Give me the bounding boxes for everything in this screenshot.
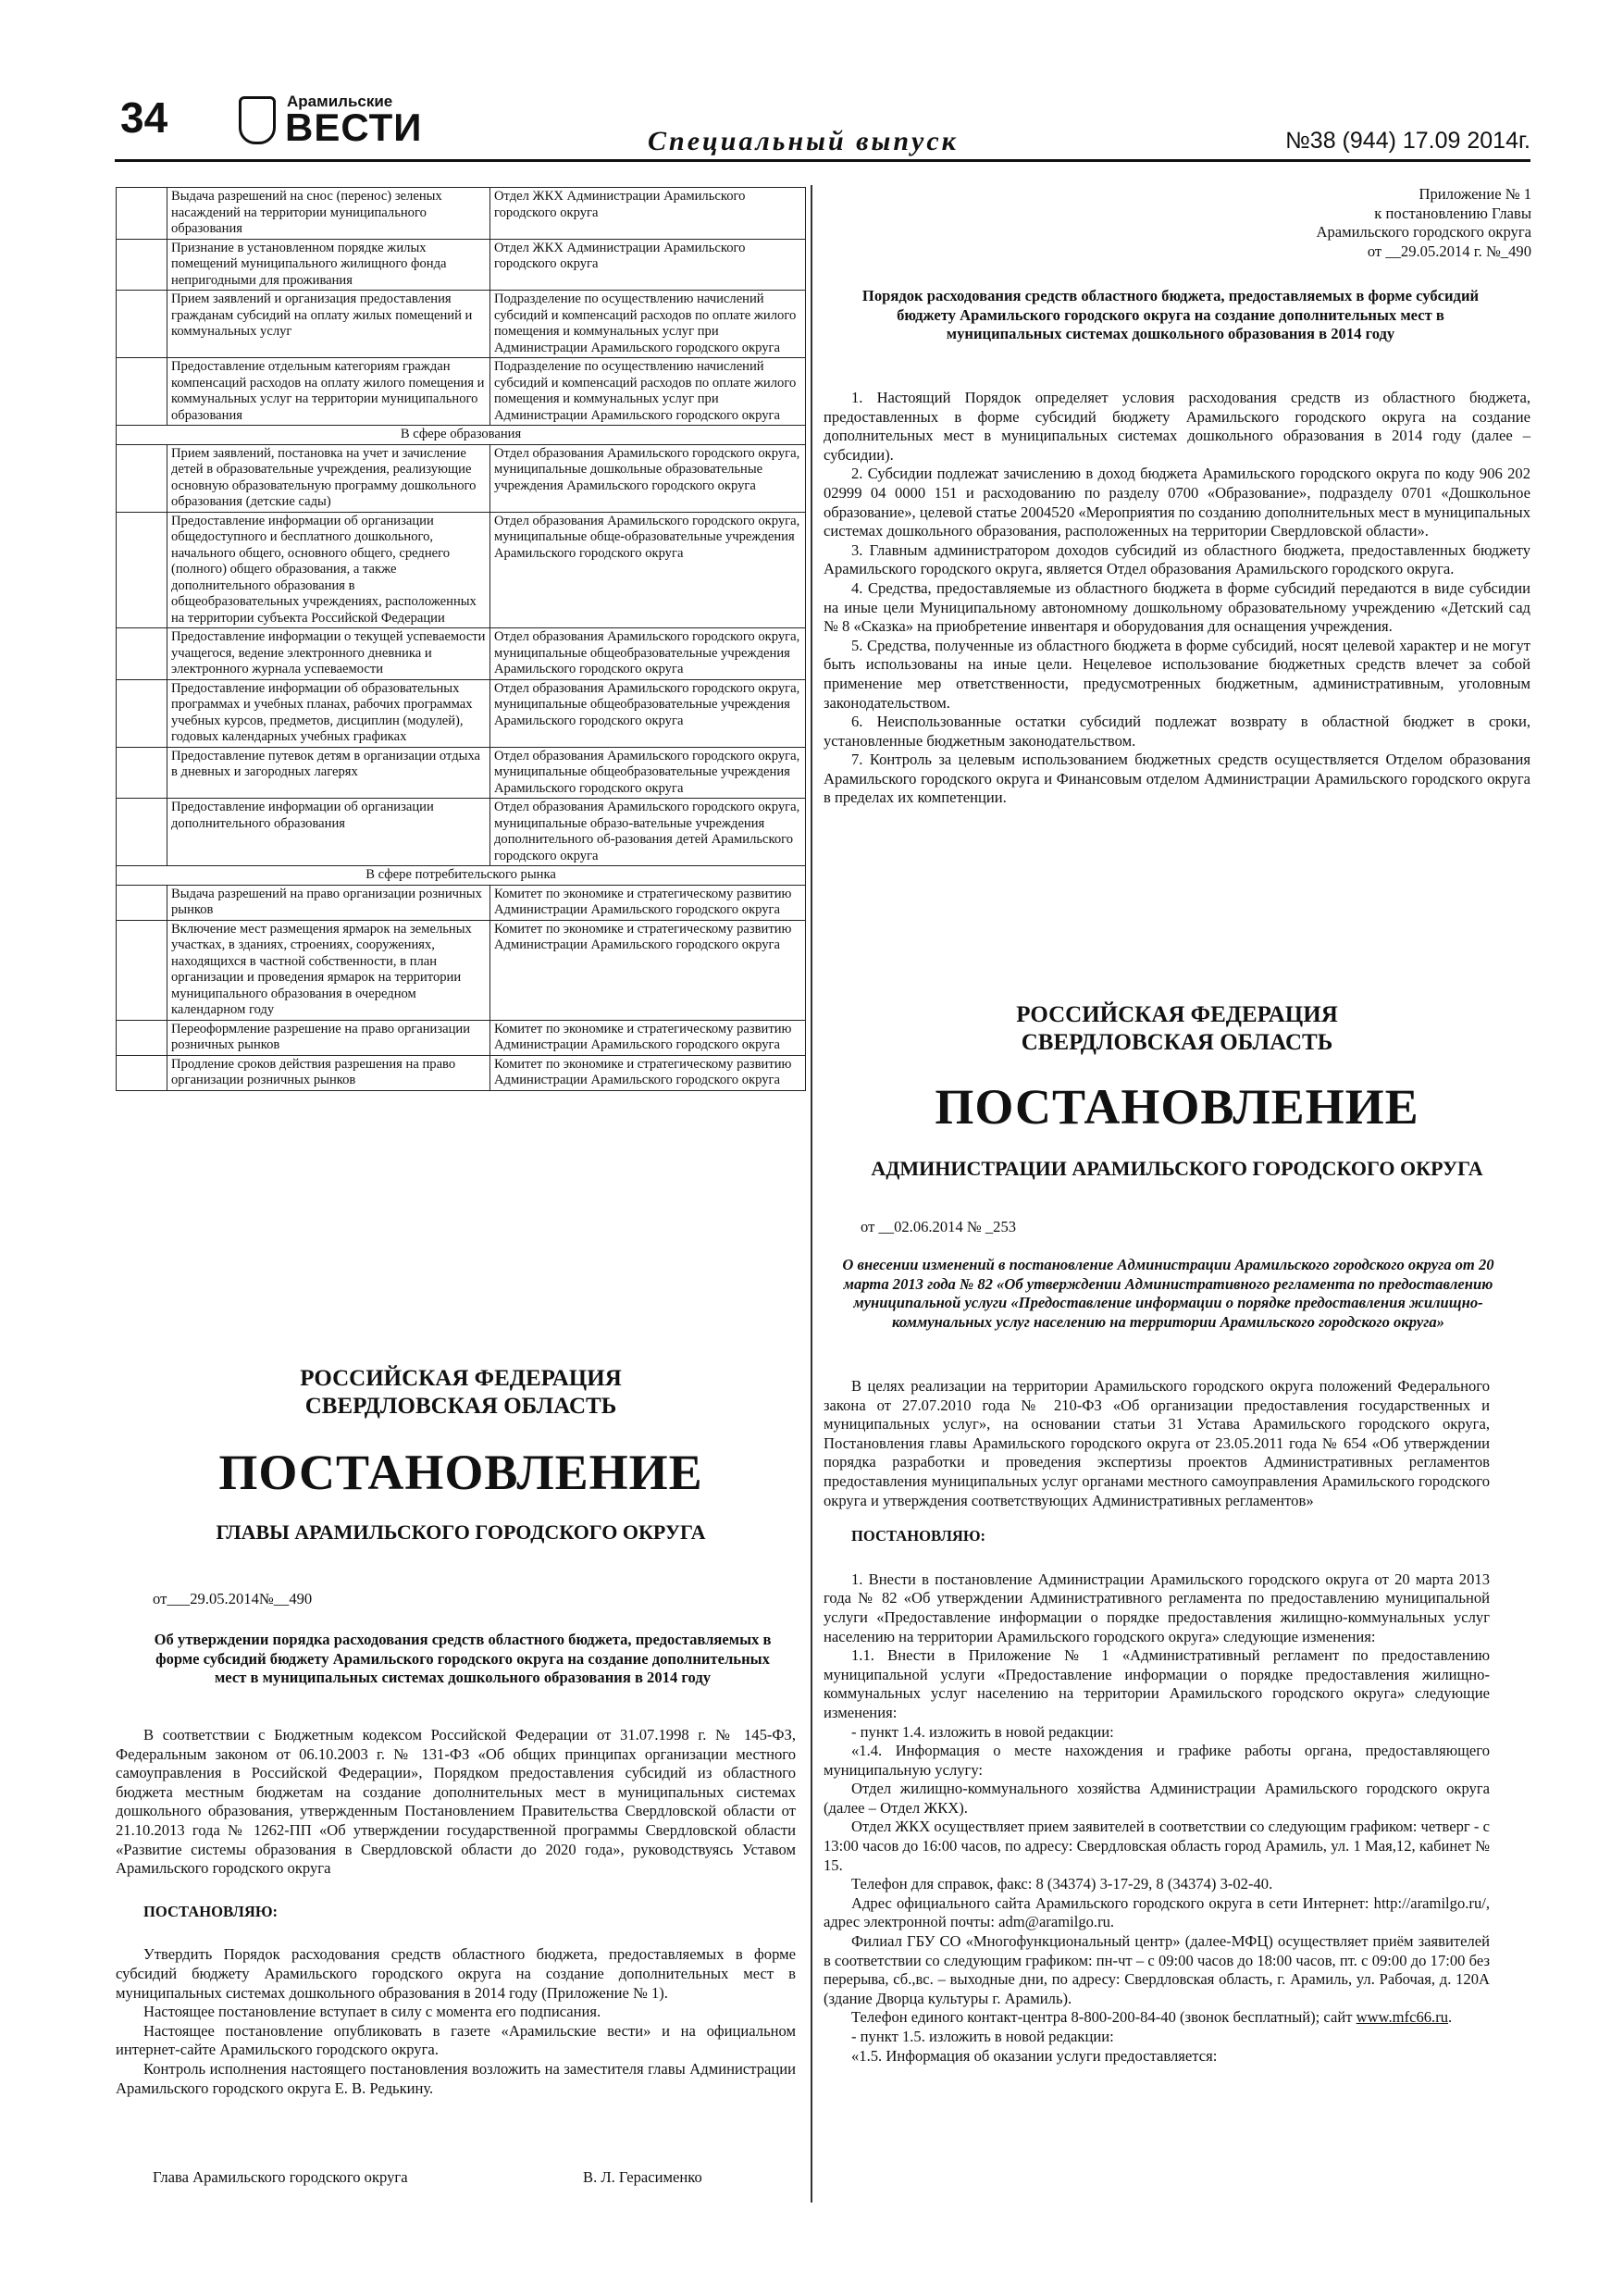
table-row [117,1055,806,1090]
table-number-cell [117,747,167,799]
p10-end: . [1448,2008,1453,2027]
left-doc-sign-name: В. Л. Герасименко [583,2168,702,2186]
mfc-link[interactable]: www.mfc66.ru [1356,2008,1449,2027]
right-doc-p10 [824,2008,1490,2028]
table-org-cell: Отдел ЖКХ Администрации Арамильского городского округа [490,188,806,240]
table-service-cell: Предоставление отдельным категориям граждан компенсаций расходов на оплату жилого помещения и коммунальных услуг на территории муниципального образования [167,358,490,426]
table-row [117,188,806,240]
table-org-cell: Отдел образования Арамильского городского округа, муниципальные дошкольные образовательные учреждения Арамильского городского округа [490,444,806,512]
left-doc-title: Об утверждении порядка расходования средств областного бюджета, предоставляемых в форме субсидий бюджету Арамильского городского округа на создание дополнительных мест в муниципальных системах дошкольного образования в 2014 году [154,1631,772,1687]
left-doc-region: СВЕРДЛОВСКАЯ ОБЛАСТЬ [304,1394,617,1419]
logo-main-text: ВЕСТИ [285,105,423,149]
table-service-cell: Предоставление информации об образовательных программах и учебных планах, рабочих программах учебных курсов, предметов, дисциплин (модулей), годовых календарных учебных графиках [167,679,490,747]
order-p7: 7. Контроль за целевым использованием бюджетных средств осуществляется Отделом образования Арамильского городского округа и Финансовым отделом Администрации Арамильского городского округа в пределах их компетенции. [824,751,1530,807]
table-service-cell: Продление сроков действия разрешения на право организации розничных рынков [167,1055,490,1090]
right-doc-p2: 1.1. Внести в Приложение № 1 «Административный регламент по предоставлению муниципальной услуги «Предоставление информации о порядке предоставления жилищно-коммунальных услуг населению на территории Арамильского городского округа» следующие изменения: [824,1646,1490,1721]
right-doc-post-title: ПОСТАНОВЛЕНИЕ [935,1079,1419,1135]
order-body [824,389,1530,808]
table-number-cell [117,188,167,240]
table-number-cell [117,358,167,426]
table-section-row [117,426,806,445]
newspaper-logo [239,93,423,149]
right-doc-heading [824,1001,1530,1057]
annex-line: Арамильского городского округа [1316,223,1531,242]
right-doc-p12: «1.5. Информация об оказании услуги предоставляется: [851,2046,1218,2065]
left-doc-subtitle: ГЛАВЫ АРАМИЛЬСКОГО ГОРОДСКОГО ОКРУГА [216,1520,706,1544]
table-org-cell: Комитет по экономике и стратегическому развитию Администрации Арамильского городского округа [490,920,806,1020]
crest-icon [239,96,276,144]
table-row [117,444,806,512]
table-row [117,358,806,426]
table-number-cell [117,885,167,920]
table-org-cell: Комитет по экономике и стратегическому развитию Администрации Арамильского городского округа [490,885,806,920]
table-service-cell: Признание в установленном порядке жилых помещений муниципального жилищного фонда непригодными для проживания [167,239,490,291]
table-row [117,679,806,747]
table-service-cell: Предоставление информации об организации общедоступного и бесплатного дошкольного, начального общего, основного общего, среднего (полного) общего образования, а также дополнительного образования в общеобразовательных учреждениях, расположенных на территории субъекта Российской Федерации [167,512,490,628]
right-doc-region: СВЕРДЛОВСКАЯ ОБЛАСТЬ [1021,1030,1333,1055]
header-divider [115,159,1530,162]
right-doc-p9: Филиал ГБУ СО «Многофункциональный центр» (далее-МФЦ) осуществляет приём заявителей в соответствии со следующим графиком: пн-чт – с 09:00 часов до 18:00 часов, пт. с 09:00 до 17:00 без перерыва, сб.,вс. – выходные дни, по адресу: Свердловская область, г. Арамиль, ул. Рабочая, д. 120А (здание Дворца культуры г. Арамиль). [824,1932,1490,2007]
table-service-cell: Переоформление разрешение на право организации розничных рынков [167,1020,490,1055]
table-service-cell: Выдача разрешений на снос (перенос) зеленых насаждений на территории муниципального образования [167,188,490,240]
right-doc-p4: «1.4. Информация о месте нахождения и графике работы органа, предоставляющего муниципальную услугу: [824,1742,1490,1779]
table-row [117,1020,806,1055]
right-doc-intro: В целях реализации на территории Арамильского городского округа положений Федерального закона от 27.07.2010 года № 210-ФЗ «Об организации предоставления государственных и муниципальных услуг», на основании статьи 31 Устава Арамильского городского округа, Постановления главы Арамильского городского округа от 23.05.2011 года № 654 «Об утверждении порядка разработки и проведения экспертизы проектов Административных регламентов предоставления муниципальных услуг органами местного самоуправления Арамильского городского округа и утверждения соответствующих Административных регламентов» [824,1377,1490,1509]
table-org-cell: Отдел образования Арамильского городского округа, муниципальные образо-вательные учреждения дополнительного об-разования детей Арамильского городского округа [490,799,806,866]
table-service-cell: Предоставление путевок детям в организации отдыха в дневных и загородных лагерях [167,747,490,799]
annex-line: от __29.05.2014 г. №_490 [1367,242,1531,260]
table-org-cell: Отдел ЖКХ Администрации Арамильского городского округа [490,239,806,291]
table-section-label: В сфере потребительского рынка [117,866,806,886]
order-p1: 1. Настоящий Порядок определяет условия расходования средств из областного бюджета, предоставленных в форме субсидий бюджету Арамильского городского округа на создание дополнительных мест в муниципальных системах дошкольного образования в 2014 году (далее – субсидии). [824,389,1530,464]
page-number: 34 [120,93,168,142]
table-service-cell: Прием заявлений, постановка на учет и зачисление детей в образовательные учреждения, реализующие основную образовательную программу дошкольного образования (детские сады) [167,444,490,512]
left-doc-p4: Контроль исполнения настоящего постановления возложить на заместителя главы Администрации Арамильского городского округа Е. В. Редькину. [116,2059,796,2097]
table-service-cell: Прием заявлений и организация предоставления гражданам субсидий на оплату жилых помещений и коммунальных услуг [167,291,490,358]
table-org-cell: Отдел образования Арамильского городского округа, муниципальные общеобразовательные учреждения Арамильского городского округа [490,747,806,799]
left-doc-date: от___29.05.2014№__490 [153,1590,313,1607]
annex-block [1110,185,1531,261]
p10-text: Телефон единого контакт-центра 8-800-200-84-40 (звонок бесплатный); сайт [851,2008,1357,2027]
left-doc-p3: Настоящее постановление опубликовать в газете «Арамильские вести» и на официальном интернет-сайте Арамильского городского округа. [116,2021,796,2059]
logo-top-text: Арамильские [287,93,393,110]
table-number-cell [117,291,167,358]
left-doc-rf: РОССИЙСКАЯ ФЕДЕРАЦИЯ [300,1366,622,1391]
right-doc-p8: Адрес официального сайта Арамильского городского округа в сети Интернет: http://aramilgo.ru/, адрес электронной почты: adm@aramilgo.ru. [824,1893,1490,1931]
table-row [117,239,806,291]
order-p4: 4. Средства, предоставляемые из областного бюджета в форме субсидий передаются в виде субсидии на иные цели Муниципальному автономному дошкольному образовательному учреждению «Детский сад № 8 «Сказка» на приобретение инвентаря и оборудования для оснащения учреждения. [824,578,1530,636]
issue-number: №38 (944) 17.09 2014г. [1284,128,1530,154]
table-service-cell: Предоставление информации о текущей успеваемости учащегося, ведение электронного дневника и электронного журнала успеваемости [167,628,490,680]
right-doc-date: от __02.06.2014 № _253 [861,1218,1017,1235]
table-service-cell: Выдача разрешений на право организации розничных рынков [167,885,490,920]
table-service-cell: Включение мест размещения ярмарок на земельных участках, в зданиях, строениях, сооружениях, находящихся в частной собственности, в план организации и проведения ярмарок на территории муниципального образования в очередном календарном году [167,920,490,1020]
right-doc-subtitle: АДМИНИСТРАЦИИ АРАМИЛЬСКОГО ГОРОДСКОГО ОКРУГА [871,1157,1483,1180]
left-doc-post-title: ПОСТАНОВЛЕНИЕ [218,1445,703,1500]
table-row [117,291,806,358]
left-doc-resolve: ПОСТАНОВЛЯЮ: [143,1902,279,1920]
table-row [117,628,806,680]
table-service-cell: Предоставление информации об организации дополнительного образования [167,799,490,866]
order-title: Порядок расходования средств областного бюджета, предоставляемых в форме субсидий бюджету Арамильского городского округа на создание дополнительных мест в муниципальных системах дошкольного образования в 2014 году [861,287,1480,343]
left-doc-body [116,1726,796,2098]
table-number-cell [117,1055,167,1090]
right-doc-p5: Отдел жилищно-коммунального хозяйства Администрации Арамильского городского округа (далее – Отдел ЖКХ). [824,1780,1490,1817]
right-doc-resolve: ПОСТАНОВЛЯЮ: [851,1527,986,1545]
table-number-cell [117,239,167,291]
right-doc-rf: РОССИЙСКАЯ ФЕДЕРАЦИЯ [1016,1002,1338,1027]
table-section-row [117,866,806,886]
table-org-cell: Отдел образования Арамильского городского округа, муниципальные обще-образовательные учреждения Арамильского городского округа [490,512,806,628]
left-doc-p2: Настоящее постановление вступает в силу с момента его подписания. [143,2003,601,2021]
column-divider [811,185,812,2203]
services-table [116,187,806,1091]
table-org-cell: Комитет по экономике и стратегическому развитию Администрации Арамильского городского округа [490,1020,806,1055]
left-doc-sign-post: Глава Арамильского городского округа [153,2168,408,2186]
right-doc-p6: Отдел ЖКХ осуществляет прием заявителей в соответствии со следующим графиком: четверг - с 13:00 часов до 16:00 часов, по адресу: Свердловская область город Арамиль, ул. 1 Мая,12, кабинет № 15. [824,1818,1490,1874]
table-org-cell: Отдел образования Арамильского городского округа, муниципальные общеобразовательные учреждения Арамильского городского округа [490,628,806,680]
order-p3: 3. Главным администратором доходов субсидий из областного бюджета, предоставленных бюджету Арамильского городского округа, является Отдел образования Арамильского городского округа. [824,540,1530,578]
table-org-cell: Комитет по экономике и стратегическому развитию Администрации Арамильского городского округа [490,1055,806,1090]
table-number-cell [117,679,167,747]
table-number-cell [117,799,167,866]
table-row [117,885,806,920]
order-p5: 5. Средства, полученные из областного бюджета в форме субсидий, носят целевой характер и не могут быть использованы на иные цели. Нецелевое использование бюджетных средств влечет за собой применение мер ответственности, предусмотренных бюджетным, административным, уголовным законодательством. [824,636,1530,712]
table-row [117,747,806,799]
table-number-cell [117,512,167,628]
table-number-cell [117,920,167,1020]
right-doc-body [824,1377,1490,2066]
right-doc-p7: Телефон для справок, факс: 8 (34374) 3-17-29, 8 (34374) 3-02-40. [851,1875,1273,1893]
table-row [117,799,806,866]
table-org-cell: Подразделение по осуществлению начислений субсидий и компенсаций расходов по оплате жилого помещения и коммунальных услуг при Администрации Арамильского городского округа [490,358,806,426]
table-row [117,512,806,628]
table-row [117,920,806,1020]
left-doc-heading [116,1365,806,1421]
table-number-cell [117,628,167,680]
order-p2: 2. Субсидии подлежат зачислению в доход бюджета Арамильского городского округа по коду 906 202 02999 04 0000 151 и расходованию по разделу 0700 «Образование», подразделу 0701 «Дошкольное образование», целевой статье 2004520 «Мероприятия по созданию дополнительных мест в муниципальных системах дошкольного образования, расположенных на территории Свердловской области». [824,465,1530,540]
annex-line: Приложение № 1 [1419,185,1531,203]
order-p6: 6. Неиспользованные остатки субсидий подлежат возврату в областной бюджет в сроки, установленные бюджетным законодательством. [824,713,1530,750]
right-doc-p1: 1. Внести в постановление Администрации Арамильского городского округа от 20 марта 2013 года № 82 «Об утверждении Административного регламента по предоставлению муниципальной услуги «Предоставление информации о порядке предоставления жилищно-коммунальных услуг населению на территории Арамильского городского округа» следующие изменения: [824,1570,1490,1645]
left-doc-p1: Утвердить Порядок расходования средств областного бюджета, предоставляемых в форме субсидий бюджету Арамильского городского округа на создание дополнительных мест в муниципальных системах дошкольного образования в 2014 году (Приложение № 1). [116,1945,796,2002]
table-org-cell: Отдел образования Арамильского городского округа, муниципальные общеобразовательные учреждения Арамильского городского округа [490,679,806,747]
table-org-cell: Подразделение по осуществлению начислений субсидий и компенсаций расходов по оплате жилого помещения и коммунальных услуг при Администрации Арамильского городского округа [490,291,806,358]
right-doc-title: О внесении изменений в постановление Администрации Арамильского городского округа от 20 марта 2013 года № 82 «Об утверждении Административного регламента по предоставлению муниципальной услуги «Предоставление информации о порядке предоставления жилищно-коммунальных услуг населению на территории Арамильского городского округа» [842,1256,1494,1331]
table-section-label: В сфере образования [117,426,806,445]
right-doc-p3: - пункт 1.4. изложить в новой редакции: [851,1722,1114,1741]
left-doc-intro: В соответствии с Бюджетным кодексом Российской Федерации от 31.07.1998 г. № 145-ФЗ, Федеральным законом от 06.10.2003 г. № 131-ФЗ «Об общих принципах организации местного самоуправления в Российской Федерации», Порядком предоставления субсидий из областного бюджета местным бюджетам на создание дополнительных мест в муниципальных системах дошкольного образования, утвержденным Постановлением Правительства Свердловской области от 21.10.2013 года № 1262-ПП «Об утверждении государственной программы Свердловской области «Развитие системы образования в Свердловской области до 2020 года», руководствуясь Уставом Арамильского городского округа [116,1726,796,1878]
table-number-cell [117,1020,167,1055]
annex-line: к постановлению Главы [1374,204,1531,222]
issue-title: Специальный выпуск [648,126,959,156]
table-number-cell [117,444,167,512]
right-doc-p11: - пункт 1.5. изложить в новой редакции: [851,2028,1114,2045]
